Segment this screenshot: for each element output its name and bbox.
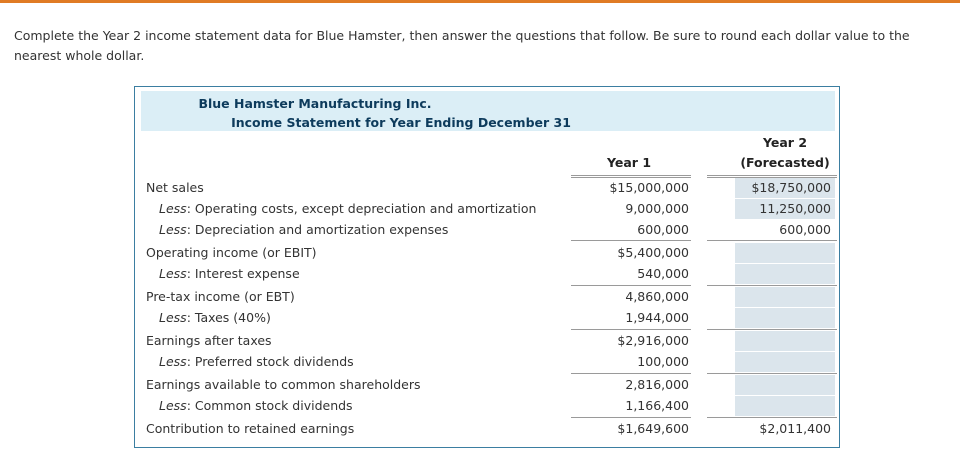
rule — [707, 285, 837, 286]
row-net-sales-label: Net sales — [146, 180, 204, 195]
row-preferred-label: Less: Preferred stock dividends — [159, 354, 354, 369]
income-statement-panel — [134, 86, 840, 448]
row-preferred-y2-input[interactable] — [735, 352, 835, 372]
row-interest-y2-input[interactable] — [735, 264, 835, 284]
rule — [571, 240, 691, 241]
row-net-sales-y1: $15,000,000 — [609, 180, 689, 195]
row-operating-income-y2-input[interactable] — [735, 243, 835, 263]
company-name: Blue Hamster Manufacturing Inc. — [198, 96, 432, 111]
less-prefix: Less — [159, 222, 187, 237]
rule — [707, 329, 837, 330]
year2-header: Year 2 — [762, 135, 808, 150]
row-operating-costs-y2: 11,250,000 — [735, 199, 835, 219]
less-prefix: Less — [159, 398, 187, 413]
row-taxes-y1: 1,944,000 — [625, 310, 689, 325]
rule — [571, 373, 691, 374]
row-eat-label: Earnings after taxes — [146, 333, 272, 348]
statement-banner — [141, 91, 835, 131]
row-common-label: Less: Common stock dividends — [159, 398, 353, 413]
instructions-text: Complete the Year 2 income statement data for Blue Hamster, then answer the questions that follow. Be sure to round each dollar value to the nearest whole dollar. — [14, 28, 910, 63]
year1-header-rule — [571, 175, 691, 178]
year1-header: Year 1 — [606, 155, 652, 170]
row-preferred-y1: 100,000 — [637, 354, 689, 369]
row-eat-y2-input[interactable] — [735, 331, 835, 351]
row-operating-costs-label: Less: Operating costs, except depreciation and amortization — [159, 201, 537, 216]
top-accent-bar — [0, 0, 960, 3]
row-pretax-y2-input[interactable] — [735, 287, 835, 307]
row-interest-label: Less: Interest expense — [159, 266, 300, 281]
rule — [571, 417, 691, 418]
row-eac-label: Earnings available to common shareholders — [146, 377, 421, 392]
row-common-y2-input[interactable] — [735, 396, 835, 416]
year2-forecasted-header: (Forecasted) — [740, 155, 830, 170]
row-eac-y2-input[interactable] — [735, 375, 835, 395]
row-eac-y1: 2,816,000 — [625, 377, 689, 392]
row-retained-label: Contribution to retained earnings — [146, 421, 355, 436]
row-depreciation-y1: 600,000 — [637, 222, 689, 237]
row-net-sales-y2: $18,750,000 — [735, 178, 835, 198]
rule — [571, 329, 691, 330]
row-depreciation-label: Less: Depreciation and amortization expenses — [159, 222, 449, 237]
row-pretax-y1: 4,860,000 — [625, 289, 689, 304]
row-common-y1: 1,166,400 — [625, 398, 689, 413]
row-operating-costs-y1: 9,000,000 — [625, 201, 689, 216]
row-eat-y1: $2,916,000 — [617, 333, 689, 348]
rule — [707, 373, 837, 374]
rule — [707, 240, 837, 241]
less-prefix: Less — [159, 266, 187, 281]
row-operating-income-y1: $5,400,000 — [617, 245, 689, 260]
less-prefix: Less — [159, 354, 187, 369]
row-taxes-label: Less: Taxes (40%) — [159, 310, 271, 325]
row-pretax-label: Pre-tax income (or EBT) — [146, 289, 295, 304]
less-prefix: Less — [159, 310, 187, 325]
row-operating-income-label: Operating income (or EBIT) — [146, 245, 317, 260]
row-retained-y1: $1,649,600 — [617, 421, 689, 436]
row-taxes-y2-input[interactable] — [735, 308, 835, 328]
row-interest-y1: 540,000 — [637, 266, 689, 281]
less-prefix: Less — [159, 201, 187, 216]
statement-title: Income Statement for Year Ending December 31 — [231, 115, 571, 130]
row-retained-y2: $2,011,400 — [759, 421, 831, 436]
row-depreciation-y2: 600,000 — [779, 222, 831, 237]
rule — [707, 417, 837, 418]
rule — [571, 285, 691, 286]
